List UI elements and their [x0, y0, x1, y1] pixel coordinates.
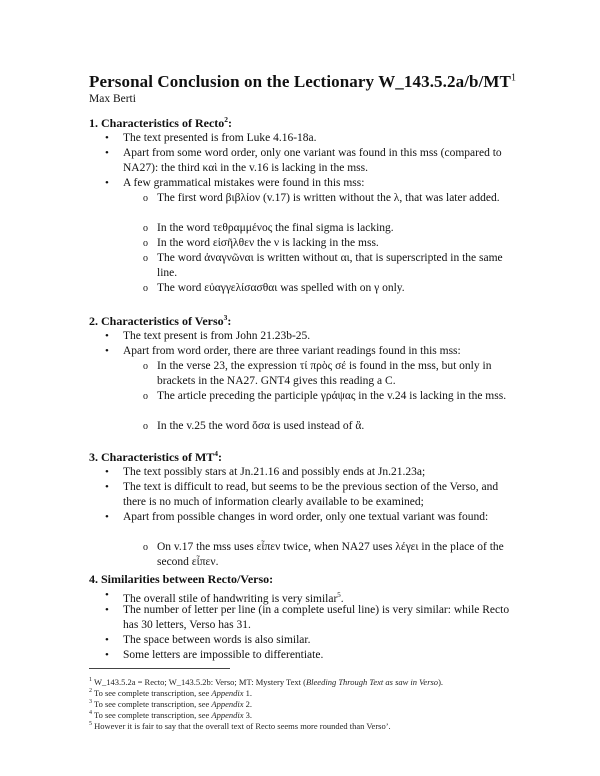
bullet-mark: • [105, 177, 109, 189]
heading-text: 3. Characteristics of MT [89, 450, 215, 464]
sub-list-item [143, 236, 517, 251]
sub-list-item [143, 359, 517, 389]
sub-bullet-mark: o [143, 391, 148, 402]
item-text: Apart from some word order, only one variant was found in this mss (compared to NA27): the third καὶ in the v.16 is lacking in the mss. [123, 147, 502, 174]
item-text: Apart from possible changes in word order, only one textual variant was found: [123, 511, 489, 523]
footnote-italic: Appendix [211, 687, 244, 698]
list-item [105, 648, 523, 663]
sub-bullet-mark: o [143, 361, 148, 372]
section-heading-similarities [89, 572, 273, 587]
footnote-number: 2 [89, 688, 92, 694]
item-text: The word ἀναγνῶναι is written without αι, that is superscripted in the same line. [157, 252, 503, 279]
item-text: The overall stile of handwriting is very similar [123, 592, 338, 605]
item-text: In the v.25 the word ὅσα is used instead of ἃ. [157, 420, 365, 432]
sub-bullet-mark: o [143, 253, 148, 264]
sub-list-item [143, 281, 517, 296]
footnote-number: 3 [89, 699, 92, 705]
item-text: The article preceding the participle γράψας in the v.24 is lacking in the mss. [157, 390, 507, 402]
list-item [105, 176, 523, 191]
bullet-mark: • [105, 511, 109, 523]
sub-bullet-mark: o [143, 238, 148, 249]
document-title [89, 72, 516, 92]
sub-bullet-mark: o [143, 193, 148, 204]
list-item [105, 510, 523, 525]
bullet-mark: • [105, 147, 109, 159]
footnote-ref: 1 [510, 72, 517, 84]
item-text: Apart from word order, there are three variant readings found in this mss: [123, 345, 461, 357]
footnote-italic: Bleeding Through Text as saw in Verso [305, 676, 439, 687]
title-text: Personal Conclusion on the Lectionary W_143.5.2a/b/MT [89, 72, 511, 91]
sub-list-item [143, 251, 517, 281]
item-text: In the word εἰσῆλθεν the ν is lacking in the mss. [157, 237, 379, 249]
heading-text: 4. Similarities between Recto/Verso: [89, 572, 274, 586]
sub-list-item [143, 389, 517, 404]
item-text: Some letters are impossible to differentiate. [123, 649, 324, 661]
heading-text: 2. Characteristics of Verso [89, 314, 224, 328]
footnote-text: To see complete transcription, see [92, 698, 212, 709]
bullet-mark: • [105, 132, 109, 144]
item-text: The text is difficult to read, but seems to be the previous section of the Verso, and there is no much of information clearly available to be examined; [123, 481, 499, 508]
footnote-separator [89, 668, 230, 669]
footnote-ref: 4 [214, 449, 219, 458]
sub-list-item [143, 191, 517, 206]
bullet-mark: • [105, 345, 109, 357]
footnote-text: To see complete transcription, see [92, 687, 212, 698]
footnote-text: 2. [243, 698, 252, 709]
item-text: The text present is from John 21.23b-25. [123, 330, 311, 342]
bullet-mark: • [105, 604, 109, 616]
footnote-ref: 3 [223, 313, 228, 322]
list-item [105, 131, 523, 146]
footnote-ref: 2 [224, 115, 229, 124]
heading-punct: : [227, 314, 232, 328]
heading-punct: : [218, 450, 223, 464]
item-text: The space between words is also similar. [123, 634, 311, 646]
section-heading-recto [89, 115, 232, 131]
sub-bullet-mark: o [143, 283, 148, 294]
list-item [105, 344, 523, 359]
sub-list-item [143, 221, 517, 236]
sub-bullet-mark: o [143, 542, 148, 553]
item-text: The first word βιβλίον (v.17) is written without the λ, that was later added. [157, 192, 500, 204]
bullet-mark: • [105, 589, 109, 601]
bullet-mark: • [105, 466, 109, 478]
list-item [105, 633, 523, 648]
sub-bullet-mark: o [143, 223, 148, 234]
section-heading-mt [89, 449, 222, 465]
bullet-mark: • [105, 649, 109, 661]
footnote-number: 5 [89, 721, 92, 727]
footnote-text: 3. [243, 709, 252, 720]
list-item [105, 329, 523, 344]
footnote-text: To see complete transcription, see [92, 709, 212, 720]
footnote-5 [89, 719, 391, 731]
list-item [105, 146, 523, 176]
item-text: A few grammatical mistakes were found in this mss: [123, 177, 365, 189]
footnote-ref: 5 [337, 591, 341, 599]
bullet-mark: • [105, 330, 109, 342]
item-text: The number of letter per line (in a complete useful line) is very similar: while Recto has 30 letters, Verso has 31. [123, 604, 510, 631]
footnote-text: ). [438, 676, 444, 687]
bullet-mark: • [105, 481, 109, 493]
heading-text: 1. Characteristics of Recto [89, 116, 225, 130]
item-text: The text possibly stars at Jn.21.16 and possibly ends at Jn.21.23a; [123, 466, 426, 478]
footnote-text: W_143.5.2a = Recto; W_143.5.2b: Verso; MT: Mystery Text ( [92, 676, 306, 687]
list-item [105, 603, 523, 633]
footnote-text: However it is fair to say that the overall text of Recto seems more rounded than Verso’. [92, 720, 391, 731]
item-punct: . [340, 592, 344, 605]
footnote-number: 1 [89, 677, 92, 683]
item-text: In the verse 23, the expression τί πρὸς σέ is found in the mss, but only in brackets in the NA27. GNT4 gives this reading a C. [157, 360, 492, 387]
sub-list-item [143, 540, 517, 570]
bullet-mark: • [105, 634, 109, 646]
section-heading-verso [89, 313, 231, 329]
list-item [105, 465, 523, 480]
sub-bullet-mark: o [143, 421, 148, 432]
heading-punct: : [228, 116, 233, 130]
author-name: Max Berti [89, 93, 136, 105]
sub-list-item [143, 419, 517, 434]
item-text: The word εὐαγγελίσασθαι was spelled with on γ only. [157, 282, 405, 294]
footnote-number: 4 [89, 710, 92, 716]
footnote-text: 1. [243, 687, 252, 698]
item-text: On v.17 the mss uses εἶπεν twice, when NA27 uses λέγει in the place of the second εἶπεν. [157, 541, 504, 568]
list-item [105, 480, 523, 510]
footnote-italic: Appendix [211, 709, 244, 720]
item-text: The text presented is from Luke 4.16-18a. [123, 132, 317, 144]
item-text: In the word τεθραμμένος the final sigma is lacking. [157, 222, 394, 234]
footnote-italic: Appendix [211, 698, 244, 709]
